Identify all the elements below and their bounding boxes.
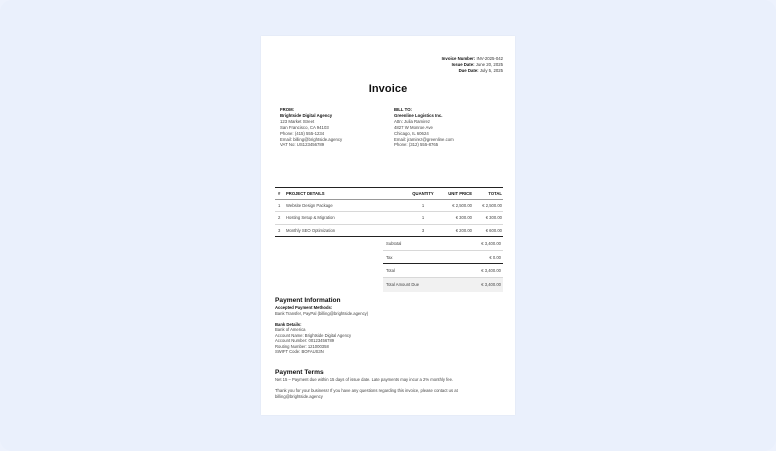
table-row xyxy=(275,200,503,212)
summary-table xyxy=(383,237,503,292)
total-row xyxy=(383,264,503,278)
tax-row xyxy=(383,251,503,265)
cell-unit-price: € 2,500.00 xyxy=(452,203,472,209)
cell-total: € 2,500.00 xyxy=(482,203,502,209)
cell-number: 3 xyxy=(278,227,281,233)
invoice-number: Invoice Number: INV-2025-042 xyxy=(441,56,503,61)
bank-line: SWIFT Code: BOFAUS3N xyxy=(275,349,324,354)
from-line: 123 Market Street xyxy=(280,118,315,124)
col-quantity: QUANTITY xyxy=(412,191,434,196)
bill-to-line: Phone: (312) 555-8765 xyxy=(394,142,439,148)
bill-to-name: Greenline Logistics Inc. xyxy=(394,112,443,118)
from-line: Phone: (415) 555-1234 xyxy=(280,130,325,136)
terms-text: Net 15 – Payment due within 15 days of issue date. Late payments may incur a 2% monthly fee. xyxy=(275,377,454,382)
cell-quantity: 3 xyxy=(421,227,425,233)
tax-value: € 0.00 xyxy=(489,254,501,260)
subtotal-row xyxy=(383,237,503,251)
bill-to-line: Email: jramirez@greenline.com xyxy=(394,136,454,142)
from-name: Brightside Digital Agency xyxy=(280,112,333,118)
cell-total: € 600.00 xyxy=(485,227,502,233)
bill-to-line: Chicago, IL 60624 xyxy=(394,130,429,136)
total-label: Total xyxy=(386,268,395,274)
payment-methods-label: Accepted Payment Methods: xyxy=(275,305,333,310)
cell-number: 1 xyxy=(278,203,281,209)
items-table xyxy=(275,187,503,237)
amount-due-value: € 3,400.00 xyxy=(481,282,501,288)
cell-quantity: 1 xyxy=(421,215,425,221)
cell-description: Website Design Package xyxy=(286,203,333,209)
from-label: FROM: xyxy=(280,107,295,112)
cell-total: € 300.00 xyxy=(485,215,502,221)
from-block xyxy=(280,107,342,148)
total-value: € 3,400.00 xyxy=(481,268,501,274)
cell-description: Monthly SEO Optimization xyxy=(286,227,336,233)
issue-date: Issue Date: June 20, 2025 xyxy=(451,62,503,68)
from-line: Email: billing@brightside.agency xyxy=(280,136,343,142)
cell-number: 2 xyxy=(278,215,281,221)
subtotal-value: € 3,400.00 xyxy=(481,240,501,246)
thanks-text: Thank you for your business! If you have any questions regarding this invoice, please contact us at billing@brightside.agency xyxy=(275,388,458,399)
cell-unit-price: € 300.00 xyxy=(455,215,472,221)
amount-due-row xyxy=(383,278,503,292)
col-project-details: PROJECT DETAILS xyxy=(286,191,325,196)
cell-description: Hosting Setup & Migration xyxy=(286,215,335,221)
payment-methods: Bank Transfer, PayPal (billing@brightside.agency) xyxy=(275,310,369,316)
col-unit-price: UNIT PRICE xyxy=(448,191,472,196)
cell-unit-price: € 200.00 xyxy=(455,227,472,233)
from-line: San Francisco, CA 94103 xyxy=(280,124,329,130)
bank-line: Bank of America xyxy=(275,327,306,332)
invoice-title: Invoice xyxy=(368,83,408,95)
table-row xyxy=(275,212,503,224)
bank-line: Account Name: Brightside Digital Agency xyxy=(275,332,352,338)
invoice-page xyxy=(261,36,515,415)
bill-to-line: 4827 W Monroe Ave xyxy=(394,124,433,130)
table-header xyxy=(275,188,503,200)
col-total: TOTAL xyxy=(488,191,502,196)
bank-details-label: Bank Details: xyxy=(275,321,302,327)
subtotal-label: Subtotal xyxy=(386,240,402,246)
bill-to-label: BILL TO: xyxy=(394,107,412,112)
payment-terms xyxy=(275,369,505,399)
bill-to-block xyxy=(394,107,454,148)
bank-line: Account Number: 00123456789 xyxy=(275,338,335,343)
col-number: # xyxy=(278,191,281,196)
from-line: VAT No: US123456789 xyxy=(280,142,325,148)
table-row xyxy=(275,225,503,237)
cell-quantity: 1 xyxy=(421,203,425,209)
invoice-meta xyxy=(442,56,503,75)
payment-heading: Payment Information xyxy=(275,297,341,304)
tax-label: Tax xyxy=(386,254,393,260)
bill-to-line: Attn: Julia Ramirez xyxy=(394,118,431,124)
due-date: Due Date: July 5, 2025 xyxy=(458,68,503,74)
terms-heading: Payment Terms xyxy=(275,369,324,376)
amount-due-label: Total Amount Due xyxy=(386,282,420,288)
payment-information xyxy=(275,297,505,355)
bank-line: Routing Number: 121000358 xyxy=(275,343,329,349)
